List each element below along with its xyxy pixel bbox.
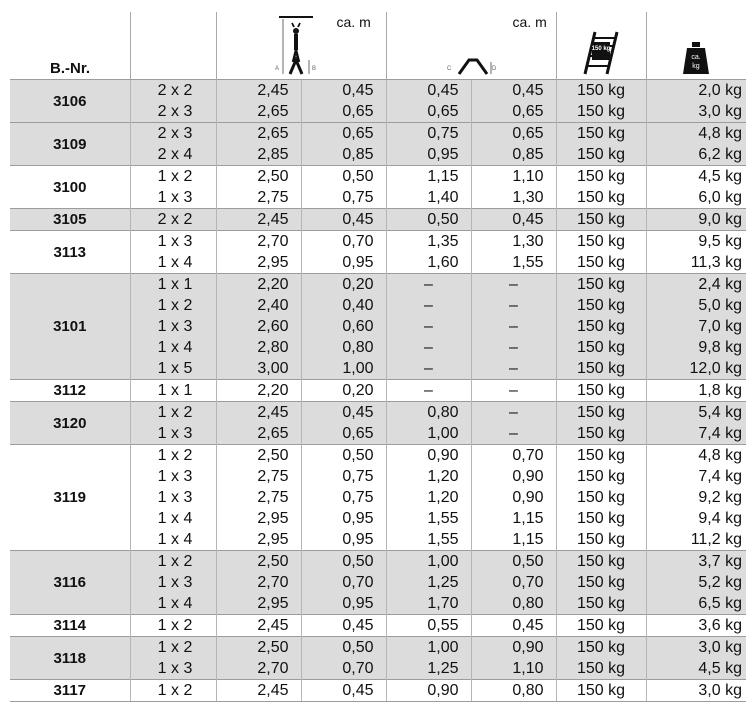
spread-d-cell: 1,15 (471, 508, 556, 529)
spread-c-cell: 0,95 (386, 144, 471, 166)
label-a: A (274, 66, 279, 72)
spread-c-cell: 1,55 (386, 508, 471, 529)
load-cell: 150 kg (556, 231, 646, 253)
bnr-cell: 3112 (10, 380, 130, 402)
platform-height-cell: 0,50 (301, 637, 386, 659)
table-row (10, 615, 746, 637)
platform-height-cell: 0,20 (301, 274, 386, 296)
load-cell: 150 kg (556, 209, 646, 231)
size-cell: 1 x 3 (130, 487, 216, 508)
load-cell: 150 kg (556, 551, 646, 573)
platform-height-cell: 0,50 (301, 445, 386, 467)
size-cell: 2 x 3 (130, 101, 216, 123)
load-cell: 150 kg (556, 615, 646, 637)
size-cell: 1 x 2 (130, 680, 216, 702)
spread-c-cell: – (386, 274, 471, 296)
weight-icon (681, 40, 711, 76)
load-cell: 150 kg (556, 487, 646, 508)
reach-height-cell: 2,65 (216, 101, 301, 123)
weight-cell: 2,0 kg (646, 80, 746, 102)
load-cell: 150 kg (556, 316, 646, 337)
reach-height-cell: 2,45 (216, 402, 301, 424)
load-cell: 150 kg (556, 529, 646, 551)
spread-c-cell: 1,70 (386, 593, 471, 615)
load-cell: 150 kg (556, 123, 646, 145)
platform-height-cell: 0,80 (301, 337, 386, 358)
spread-d-cell: 0,45 (471, 209, 556, 231)
spread-d-cell: 1,15 (471, 529, 556, 551)
platform-height-cell: 0,20 (301, 380, 386, 402)
label-d: D (491, 66, 496, 72)
load-cell: 150 kg (556, 658, 646, 680)
platform-height-cell: 0,50 (301, 166, 386, 188)
weight-icon-text-1: ca. (691, 54, 701, 61)
table-row (10, 274, 746, 296)
spread-c-cell: – (386, 295, 471, 316)
spread-c-cell: – (386, 380, 471, 402)
weight-cell: 4,5 kg (646, 658, 746, 680)
table-row (10, 680, 746, 702)
weight-cell: 11,3 kg (646, 252, 746, 274)
load-cell: 150 kg (556, 187, 646, 209)
bnr-cell: 3120 (10, 402, 130, 445)
reach-height-cell: 2,60 (216, 316, 301, 337)
reach-height-cell: 2,45 (216, 615, 301, 637)
ca-m-label-2: ca. m (512, 14, 547, 30)
spread-d-cell: 0,90 (471, 466, 556, 487)
spread-d-cell: – (471, 274, 556, 296)
size-cell: 1 x 2 (130, 295, 216, 316)
spread-d-cell: 0,80 (471, 593, 556, 615)
platform-height-cell: 0,50 (301, 551, 386, 573)
spread-c-cell: 1,20 (386, 466, 471, 487)
size-cell: 1 x 3 (130, 572, 216, 593)
size-cell: 1 x 3 (130, 658, 216, 680)
spread-d-cell: 0,45 (471, 80, 556, 102)
platform-height-cell: 0,75 (301, 466, 386, 487)
spread-d-cell: 0,70 (471, 445, 556, 467)
spread-c-cell: 1,15 (386, 166, 471, 188)
weight-cell: 7,4 kg (646, 466, 746, 487)
table-header-row (10, 12, 746, 80)
platform-height-cell: 0,65 (301, 101, 386, 123)
bnr-cell: 3114 (10, 615, 130, 637)
platform-height-cell: 0,75 (301, 187, 386, 209)
platform-height-cell: 0,65 (301, 423, 386, 445)
spread-d-cell: – (471, 423, 556, 445)
load-cell: 150 kg (556, 445, 646, 467)
table-row (10, 209, 746, 231)
spread-c-cell: 1,60 (386, 252, 471, 274)
platform-height-cell: 0,45 (301, 80, 386, 102)
header-bnr (10, 12, 130, 80)
spread-c-cell: 1,00 (386, 423, 471, 445)
load-cell: 150 kg (556, 337, 646, 358)
header-height-group (216, 12, 386, 80)
size-cell: 1 x 2 (130, 615, 216, 637)
platform-height-cell: 0,70 (301, 572, 386, 593)
spread-d-cell: 0,85 (471, 144, 556, 166)
load-cell: 150 kg (556, 423, 646, 445)
table-row (10, 166, 746, 188)
size-cell: 1 x 1 (130, 380, 216, 402)
reach-height-cell: 2,80 (216, 337, 301, 358)
load-cell: 150 kg (556, 80, 646, 102)
weight-cell: 3,7 kg (646, 551, 746, 573)
spread-d-cell: 0,70 (471, 572, 556, 593)
ca-m-label-1: ca. m (336, 14, 371, 30)
platform-height-cell: 0,45 (301, 680, 386, 702)
size-cell: 1 x 2 (130, 402, 216, 424)
load-cell: 150 kg (556, 593, 646, 615)
size-cell: 1 x 2 (130, 445, 216, 467)
weight-cell: 5,2 kg (646, 572, 746, 593)
bnr-cell: 3109 (10, 123, 130, 166)
spread-d-cell: 0,80 (471, 680, 556, 702)
label-c: C (446, 66, 451, 72)
size-cell: 1 x 4 (130, 252, 216, 274)
load-cell: 150 kg (556, 680, 646, 702)
reach-height-cell: 2,40 (216, 295, 301, 316)
reach-height-cell: 2,70 (216, 231, 301, 253)
size-cell: 1 x 4 (130, 593, 216, 615)
spread-c-cell: 1,00 (386, 637, 471, 659)
reach-height-cell: 2,50 (216, 551, 301, 573)
spread-c-cell: 0,80 (386, 402, 471, 424)
platform-height-cell: 0,95 (301, 593, 386, 615)
weight-cell: 5,0 kg (646, 295, 746, 316)
spread-c-cell: 0,75 (386, 123, 471, 145)
spread-d-cell: 1,55 (471, 252, 556, 274)
header-load (556, 12, 646, 80)
platform-height-cell: 0,95 (301, 252, 386, 274)
reach-height-cell: 2,70 (216, 658, 301, 680)
reach-height-cell: 2,75 (216, 487, 301, 508)
bnr-cell: 3100 (10, 166, 130, 209)
table-row (10, 123, 746, 145)
spread-d-cell: – (471, 402, 556, 424)
reach-height-cell: 2,50 (216, 445, 301, 467)
platform-height-cell: 0,70 (301, 231, 386, 253)
spread-d-cell: – (471, 380, 556, 402)
weight-cell: 9,0 kg (646, 209, 746, 231)
spread-d-cell: – (471, 358, 556, 380)
spread-d-cell: 1,10 (471, 658, 556, 680)
spread-c-cell: 0,90 (386, 445, 471, 467)
reach-height-cell: 2,95 (216, 529, 301, 551)
spread-c-cell: 1,25 (386, 658, 471, 680)
reach-height-cell: 2,45 (216, 209, 301, 231)
bnr-cell: 3113 (10, 231, 130, 274)
size-cell: 2 x 2 (130, 209, 216, 231)
platform-height-cell: 1,00 (301, 358, 386, 380)
spread-d-cell: – (471, 316, 556, 337)
load-icon-text: 150 kg (591, 46, 611, 52)
platform-height-cell: 0,95 (301, 529, 386, 551)
spread-d-cell: 1,30 (471, 187, 556, 209)
table-row (10, 551, 746, 573)
weight-cell: 12,0 kg (646, 358, 746, 380)
weight-cell: 7,4 kg (646, 423, 746, 445)
spread-d-cell: 0,65 (471, 123, 556, 145)
reach-height-cell: 2,45 (216, 80, 301, 102)
bnr-cell: 3106 (10, 80, 130, 123)
platform-height-cell: 0,40 (301, 295, 386, 316)
weight-cell: 1,8 kg (646, 380, 746, 402)
weight-cell: 4,8 kg (646, 123, 746, 145)
reach-height-cell: 2,50 (216, 637, 301, 659)
size-cell: 1 x 4 (130, 508, 216, 529)
bnr-cell: 3117 (10, 680, 130, 702)
spread-d-cell: – (471, 295, 556, 316)
size-cell: 1 x 4 (130, 337, 216, 358)
load-cell: 150 kg (556, 274, 646, 296)
spread-c-cell: 0,45 (386, 80, 471, 102)
spread-d-cell: 0,65 (471, 101, 556, 123)
size-cell: 1 x 3 (130, 316, 216, 337)
platform-height-cell: 0,45 (301, 402, 386, 424)
size-cell: 2 x 3 (130, 123, 216, 145)
size-cell: 2 x 4 (130, 144, 216, 166)
spread-c-cell: 1,20 (386, 487, 471, 508)
spread-c-cell: – (386, 337, 471, 358)
weight-cell: 3,6 kg (646, 615, 746, 637)
label-b: B (311, 66, 316, 72)
load-cell: 150 kg (556, 466, 646, 487)
load-cell: 150 kg (556, 295, 646, 316)
spread-c-cell: 1,25 (386, 572, 471, 593)
weight-cell: 7,0 kg (646, 316, 746, 337)
load-cell: 150 kg (556, 572, 646, 593)
weight-cell: 6,5 kg (646, 593, 746, 615)
size-cell: 1 x 4 (130, 529, 216, 551)
table-row (10, 445, 746, 467)
weight-cell: 3,0 kg (646, 680, 746, 702)
reach-height-cell: 2,45 (216, 680, 301, 702)
weight-cell: 6,2 kg (646, 144, 746, 166)
header-spread-group (386, 12, 556, 80)
platform-height-cell: 0,70 (301, 658, 386, 680)
bnr-cell: 3105 (10, 209, 130, 231)
spread-c-cell: 1,55 (386, 529, 471, 551)
size-cell: 1 x 2 (130, 166, 216, 188)
load-cell: 150 kg (556, 166, 646, 188)
spread-c-cell: 0,50 (386, 209, 471, 231)
reach-height-cell: 2,70 (216, 572, 301, 593)
spread-d-cell: 0,50 (471, 551, 556, 573)
header-size (130, 12, 216, 80)
weight-cell: 2,4 kg (646, 274, 746, 296)
reach-height-cell: 2,75 (216, 187, 301, 209)
size-cell: 1 x 5 (130, 358, 216, 380)
table-row (10, 637, 746, 659)
weight-cell: 5,4 kg (646, 402, 746, 424)
bnr-cell: 3119 (10, 445, 130, 551)
reach-height-cell: 2,20 (216, 380, 301, 402)
size-cell: 1 x 3 (130, 466, 216, 487)
spread-c-cell: 0,55 (386, 615, 471, 637)
size-cell: 1 x 3 (130, 423, 216, 445)
reach-height-cell: 2,95 (216, 252, 301, 274)
reach-height-cell: 2,75 (216, 466, 301, 487)
spread-c-cell: – (386, 358, 471, 380)
reach-height-cell: 2,65 (216, 423, 301, 445)
reach-height-cell: 2,95 (216, 593, 301, 615)
size-cell: 1 x 3 (130, 231, 216, 253)
spread-d-cell: 0,90 (471, 637, 556, 659)
load-cell: 150 kg (556, 402, 646, 424)
size-cell: 1 x 1 (130, 274, 216, 296)
load-cell: 150 kg (556, 101, 646, 123)
platform-height-cell: 0,65 (301, 123, 386, 145)
size-cell: 1 x 2 (130, 551, 216, 573)
load-capacity-icon (579, 30, 623, 76)
table-row (10, 231, 746, 253)
bnr-label: B.-Nr. (50, 60, 91, 77)
platform-height-cell: 0,45 (301, 615, 386, 637)
bnr-cell: 3101 (10, 274, 130, 380)
weight-cell: 9,5 kg (646, 231, 746, 253)
spread-d-cell: 1,10 (471, 166, 556, 188)
weight-icon-text-2: kg (692, 63, 700, 70)
weight-cell: 3,0 kg (646, 101, 746, 123)
size-cell: 1 x 3 (130, 187, 216, 209)
spread-c-cell: 1,35 (386, 231, 471, 253)
load-cell: 150 kg (556, 508, 646, 529)
spread-c-cell: – (386, 316, 471, 337)
table-row (10, 380, 746, 402)
load-cell: 150 kg (556, 252, 646, 274)
spread-c-cell: 1,40 (386, 187, 471, 209)
load-cell: 150 kg (556, 358, 646, 380)
reach-height-cell: 3,00 (216, 358, 301, 380)
weight-cell: 4,5 kg (646, 166, 746, 188)
spread-c-cell: 0,65 (386, 101, 471, 123)
table-row (10, 402, 746, 424)
spread-c-cell: 0,90 (386, 680, 471, 702)
table-body (10, 80, 746, 702)
load-cell: 150 kg (556, 144, 646, 166)
weight-cell: 11,2 kg (646, 529, 746, 551)
platform-height-cell: 0,85 (301, 144, 386, 166)
reach-height-cell: 2,95 (216, 508, 301, 529)
platform-height-cell: 0,75 (301, 487, 386, 508)
reach-height-cell: 2,50 (216, 166, 301, 188)
spread-d-cell: – (471, 337, 556, 358)
reach-height-cell: 2,20 (216, 274, 301, 296)
table-row (10, 80, 746, 102)
weight-cell: 6,0 kg (646, 187, 746, 209)
load-cell: 150 kg (556, 380, 646, 402)
weight-cell: 4,8 kg (646, 445, 746, 467)
header-weight (646, 12, 746, 80)
size-cell: 1 x 2 (130, 637, 216, 659)
reach-height-cell: 2,85 (216, 144, 301, 166)
weight-cell: 9,4 kg (646, 508, 746, 529)
platform-height-cell: 0,95 (301, 508, 386, 529)
weight-cell: 9,2 kg (646, 487, 746, 508)
reach-height-cell: 2,65 (216, 123, 301, 145)
platform-height-cell: 0,45 (301, 209, 386, 231)
spread-c-cell: 1,00 (386, 551, 471, 573)
weight-cell: 3,0 kg (646, 637, 746, 659)
spread-d-cell: 0,45 (471, 615, 556, 637)
bnr-cell: 3118 (10, 637, 130, 680)
ladder-spec-table (10, 12, 746, 702)
bnr-cell: 3116 (10, 551, 130, 615)
spread-d-cell: 0,90 (471, 487, 556, 508)
platform-height-cell: 0,60 (301, 316, 386, 337)
weight-cell: 9,8 kg (646, 337, 746, 358)
spread-d-cell: 1,30 (471, 231, 556, 253)
size-cell: 2 x 2 (130, 80, 216, 102)
load-cell: 150 kg (556, 637, 646, 659)
